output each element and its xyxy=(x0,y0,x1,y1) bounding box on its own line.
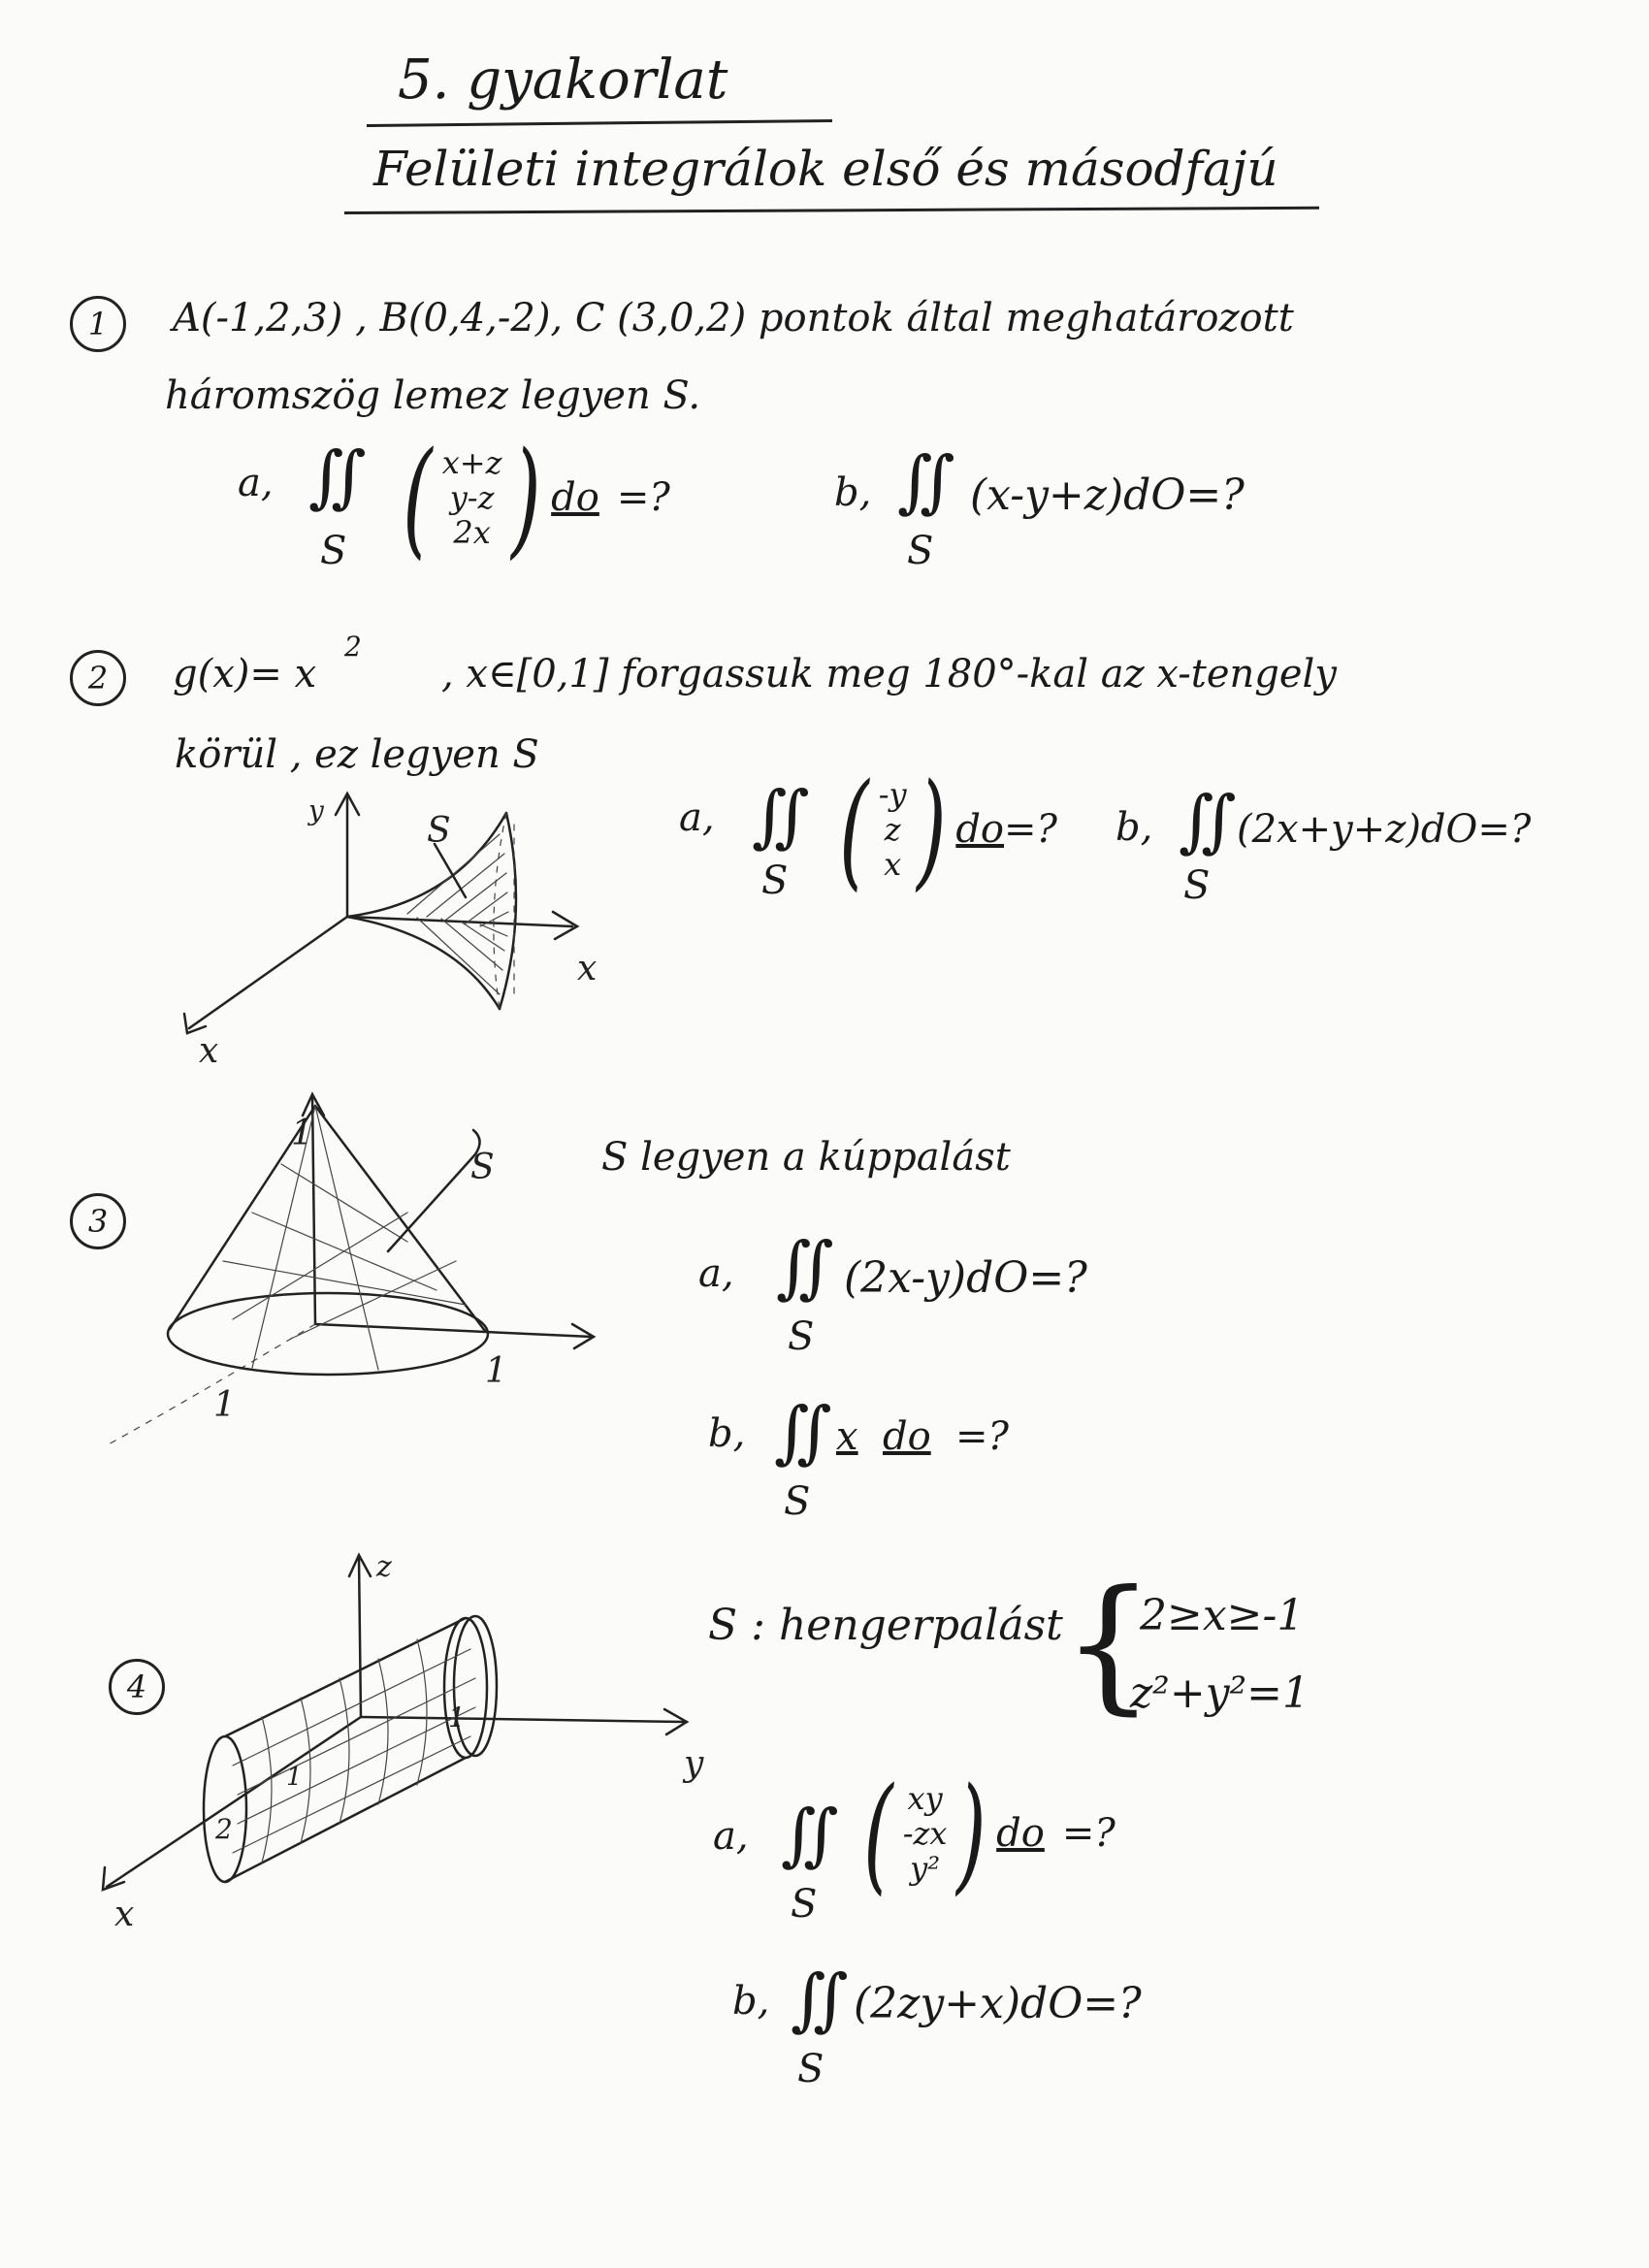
problem3-number: 3 xyxy=(70,1193,126,1249)
fig-label-right: 1 xyxy=(485,1351,507,1391)
problem2-a-double-integral: ∬ xyxy=(752,776,810,856)
problem1-number: 1 xyxy=(70,296,126,352)
y-axis xyxy=(361,1717,684,1722)
problem1-text-line2: háromszög lemez legyen S. xyxy=(165,373,701,418)
left-paren: ( xyxy=(839,756,869,903)
problem1-text-line1: A(-1,2,3) , B(0,4,-2), C (3,0,2) pontok által meghatározott xyxy=(173,296,1294,340)
fig-label-x: x xyxy=(114,1895,135,1934)
problem3-b-integrand-x: x xyxy=(836,1414,858,1459)
problem4-b-surface: S xyxy=(797,2047,824,2091)
problem4-a-double-integral: ∬ xyxy=(781,1795,839,1874)
page-title: 5. gyakorlat xyxy=(398,49,728,112)
problem2-b-surface: S xyxy=(1183,863,1211,908)
fig-label-s: S xyxy=(470,1148,495,1187)
problem2-a-label: a, xyxy=(679,795,715,840)
fig-label-z: z xyxy=(376,1550,392,1584)
cylinder-bottom-edge xyxy=(225,1758,466,1882)
problem4-a-label: a, xyxy=(713,1814,749,1859)
fig-label-s: S xyxy=(427,811,451,851)
differential: do xyxy=(551,475,599,520)
problem4-condition2: z²+y²=1 xyxy=(1130,1669,1310,1718)
problem4-text: S : hengerpalást xyxy=(708,1601,1063,1650)
problem4-b-label: b, xyxy=(732,1979,770,2024)
problem1-b-integrand: (x-y+z)dO=? xyxy=(970,470,1245,520)
problem1-b-double-integral: ∬ xyxy=(897,441,955,521)
differential: do xyxy=(996,1811,1045,1856)
vector-component: y-z xyxy=(449,479,495,516)
problem3-b-surface: S xyxy=(784,1479,811,1524)
problem3-b-integrand-do: do xyxy=(883,1414,931,1459)
right-paren: ) xyxy=(916,756,947,903)
equals-question: =? xyxy=(616,475,670,520)
left-paren: ( xyxy=(863,1760,893,1907)
problem4-number: 4 xyxy=(109,1659,165,1715)
problem3-b-label: b, xyxy=(708,1411,746,1456)
vector-component: -zx xyxy=(902,1815,948,1852)
problem3-a-integrand: (2x-y)dO=? xyxy=(844,1253,1087,1303)
vector-component: -y xyxy=(878,776,907,813)
problem2-exponent: 2 xyxy=(344,631,362,663)
vector-component: y² xyxy=(910,1850,941,1887)
fig-label-x-right: x xyxy=(577,949,598,988)
problem4-b-double-integral: ∬ xyxy=(791,1960,849,2039)
fig-label-y: y xyxy=(308,794,324,826)
fig-label-1: 1 xyxy=(286,1763,303,1792)
problem4-a-surface: S xyxy=(791,1882,818,1927)
problem2-b-integrand: (2x+y+z)dO=? xyxy=(1237,807,1532,852)
vector-component: xy xyxy=(907,1780,943,1817)
problem1-a-double-integral: ∬ xyxy=(308,437,367,516)
problem3-a-surface: S xyxy=(788,1314,815,1359)
equals-question: =? xyxy=(1004,807,1057,852)
problem3-b-eq: =? xyxy=(955,1414,1009,1459)
problem2-a-surface: S xyxy=(761,859,789,903)
problem2-text-line2: körül , ez legyen S xyxy=(175,732,539,777)
fig-label-x-bottom: x xyxy=(199,1031,219,1071)
problem1-b-label: b, xyxy=(834,470,872,515)
problem3-a-label: a, xyxy=(698,1251,734,1296)
z-axis xyxy=(359,1557,361,1717)
fig-label-3: 1 xyxy=(448,1701,466,1733)
problem1-a-surface: S xyxy=(320,529,347,573)
right-paren: ) xyxy=(511,424,542,571)
right-paren: ) xyxy=(956,1760,987,1907)
differential: do xyxy=(955,807,1005,852)
equals-question: =? xyxy=(1061,1811,1116,1856)
problem2-text-line1: g(x)= x xyxy=(173,652,317,697)
problem3-a-double-integral: ∬ xyxy=(776,1227,834,1307)
cylinder-far-cap xyxy=(444,1618,487,1758)
fig-label-2: 2 xyxy=(215,1813,233,1845)
left-paren: ( xyxy=(403,424,433,571)
problem3-b-double-integral: ∬ xyxy=(774,1392,832,1472)
vector-component: z xyxy=(884,811,901,848)
fig-label-y: y xyxy=(684,1744,704,1784)
page-subtitle: Felületi integrálok első és másodfajú xyxy=(373,141,1278,197)
cylinder-grid-rings xyxy=(262,1639,427,1863)
fig-label-left: 1 xyxy=(213,1385,236,1425)
vector-component: x xyxy=(884,846,902,883)
problem2-text-line1b: , x∈[0,1] forgassuk meg 180°-kal az x-tengely xyxy=(441,652,1337,697)
problem4-condition1: 2≥x≥-1 xyxy=(1140,1591,1305,1640)
vector-component: x+z xyxy=(441,444,502,481)
problem2-number: 2 xyxy=(70,650,126,706)
problem4-b-integrand: (2zy+x)dO=? xyxy=(854,1979,1142,2028)
problem2-b-double-integral: ∬ xyxy=(1179,781,1237,860)
problem1-a-label: a, xyxy=(238,461,274,505)
vector-component: 2x xyxy=(453,514,491,551)
conditions-brace: { xyxy=(1062,1560,1155,1729)
problem3-text: S legyen a kúppalást xyxy=(601,1135,1011,1180)
problem1-b-surface: S xyxy=(907,529,934,573)
fig-label-top: 1 xyxy=(291,1114,313,1153)
problem2-b-label: b, xyxy=(1116,805,1153,850)
